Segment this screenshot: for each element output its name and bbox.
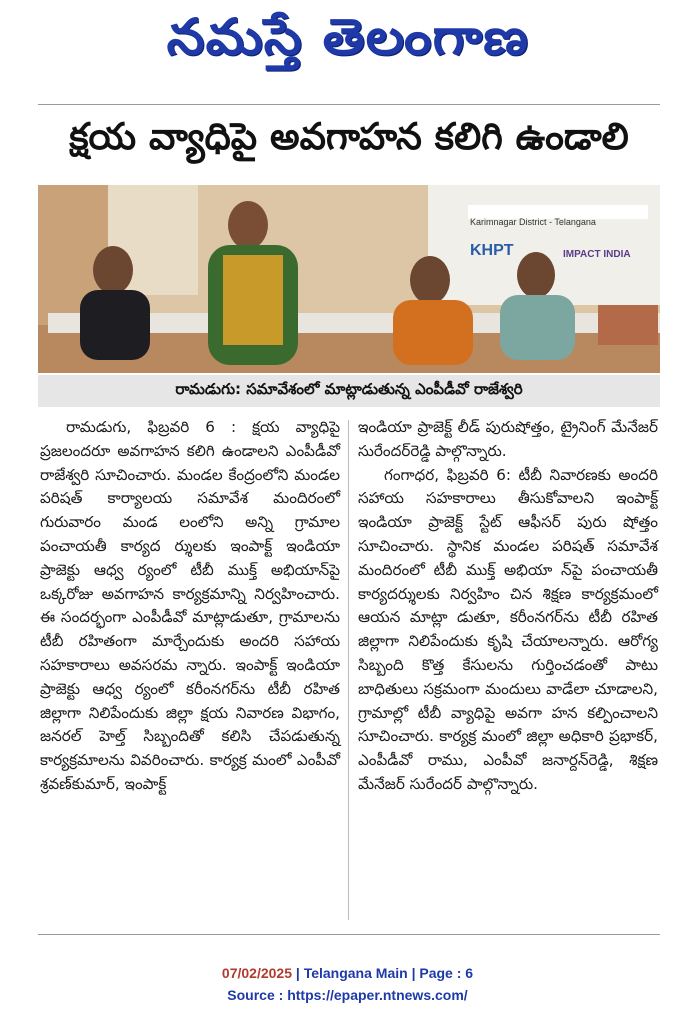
photo-caption: రామడుగు: సమావేశంలో మాట్లాడుతున్న ఎంపీడీవో రాజేశ్వరి <box>175 380 523 398</box>
article-paragraph-continued: ఇండియా ప్రాజెక్ట్ లీడ్ పురుషోత్తం, ట్రైనింగ్ మేనేజర్ సురేందర్‌రెడ్డి పాల్గొన్నారు. <box>358 418 658 460</box>
divider-top <box>38 104 660 105</box>
page-footer <box>0 962 695 1006</box>
article-photo <box>38 185 660 373</box>
divider-bottom <box>38 934 660 935</box>
source-link[interactable]: Source : https://epaper.ntnews.com/ <box>227 987 468 1003</box>
newspaper-logo: నమస్తే తెలంగాణ <box>166 8 529 66</box>
logo-khpt: KHPT <box>470 242 514 259</box>
meeting-photo-illustration <box>38 185 660 373</box>
banner-text: Karimnagar District - Telangana <box>470 217 596 227</box>
article-column-left <box>40 416 340 797</box>
logo-impact-india: IMPACT INDIA <box>563 249 631 260</box>
photo-caption-bar <box>38 375 660 407</box>
article-paragraph: గంగాధర, ఫిబ్రవరి 6: టీబీ నివారణకు అందరి సహాయ సహకారాలు తీసుకోవాలని ఇంపాక్ట్ ఇండియా ప్రాజెక్ట్ స్టేట్ ఆఫీసర్ పురు షోత్తం సూచించారు. స్థానిక మండల పరిషత్ సమావేశ మందిరంలో టీబీ ముక్త్ అభియా న్‌పై పంచాయతీ కార్యదర్శులకు నిర్వహిం చిన శిక్షణ కార్యక్రమంలో ఆయన మాట్లా డుతూ, కరీంనగర్‌ను టీబీ రహిత జిల్లాగా నిలిపేందుకు కృషి చేయాలన్నారు. ఆరోగ్య సిబ్బంది కొత్త కేసులను గుర్తించడంతో పాటు బాధితులు సక్రమంగా మందులు వాడేలా చూడాలని, గ్రామాల్లో టీబీ వ్యాధిపై అవగా హన కల్పించాలని సూచించారు. కార్యక్ర మంలో జిల్లా అధికారి ప్రభాకర్, ఎంపీడీవో రాము, ఎంపీవో జనార్దన్‌రెడ్డి, శిక్షణ మేనేజర్ సురేందర్ పాల్గొన్నారు. <box>358 465 658 793</box>
edition-info: | Telangana Main | Page : 6 <box>295 965 474 981</box>
article-paragraph: రామడుగు, ఫిబ్రవరి 6 : క్షయ వ్యాధిపై ప్రజలందరూ అవగాహన కలిగి ఉండాలని ఎంపీడీవో రాజేశ్వరి సూచించారు. మండల కేంద్రంలోని మండల పరిషత్ కార్యాలయ సమావేశ మందిరంలో గురువారం మండ లంలోని అన్ని గ్రామాల పంచాయతీ కార్యద ర్శులకు ఇంపాక్ట్ ఇండియా ప్రాజెక్టు ఆధ్వ ర్యంలో టీబీ ముక్త్ అభియాన్‌పై ఒక్కరోజు అవగాహన కార్యక్రమాన్ని నిర్వహించారు. ఈ సందర్భంగా ఎంపీడీవో మాట్లాడుతూ, గ్రామాలను టీబీ రహితంగా మార్చేందుకు అందరి సహాయ సహకారాలు అవసరమ న్నారు. ఇంపాక్ట్ ఇండియా ప్రాజెక్టు ఆధ్వ ర్యంలో కరీంనగర్‌ను టీబీ రహిత జిల్లాగా నిలిపేందుకు జిల్లా క్షయ నివారణ విభాగం, జనరల్ హెల్త్ సిబ్బందితో కలిసి చేపడుతున్న కార్యక్రమాలను వివరించారు. కార్యక్ర మంలో ఎంపీవో శ్రవణ్‌కుమార్, ఇంపాక్ట్ <box>40 418 340 793</box>
edition-date: 07/02/2025 <box>221 965 292 981</box>
article-headline: క్షయ వ్యాధిపై అవగాహన కలిగి ఉండాలి <box>69 115 629 158</box>
masthead <box>0 0 695 95</box>
column-divider <box>348 420 349 920</box>
edition-line <box>0 962 695 984</box>
article-column-right <box>358 416 658 797</box>
article-body <box>38 416 660 928</box>
